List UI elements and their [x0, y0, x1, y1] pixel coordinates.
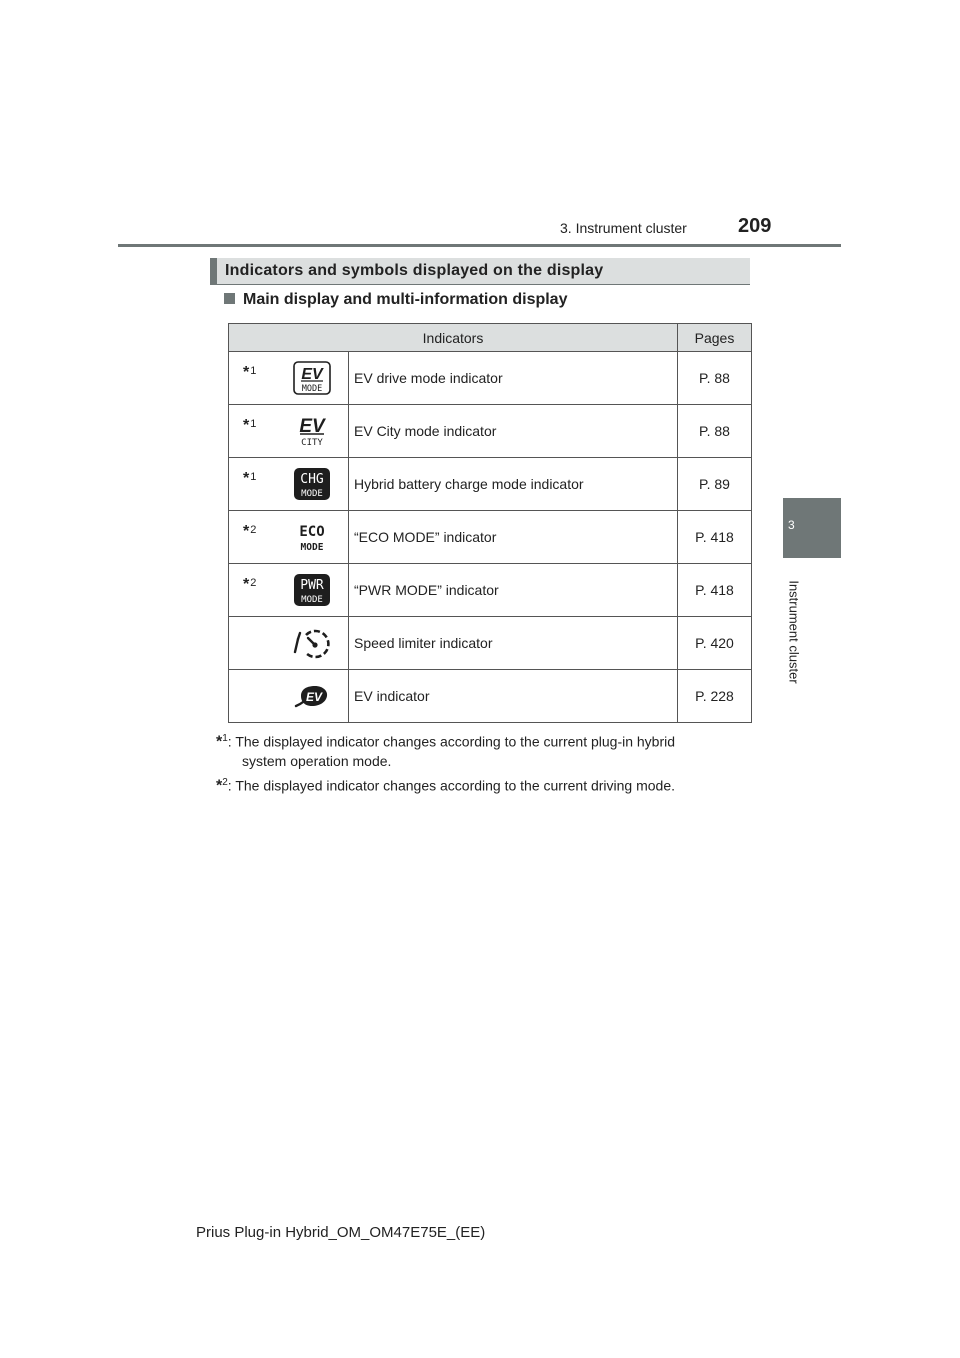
chapter-side-label: [781, 572, 807, 692]
footnote-ref: [229, 405, 277, 458]
description-cell: Hybrid battery charge mode indicator: [349, 458, 678, 511]
table-row: [229, 564, 752, 617]
page-ref-link[interactable]: P. 418: [678, 511, 752, 564]
footnote-text-continued: system operation mode.: [242, 752, 392, 769]
section-header-bar: [210, 258, 750, 284]
ev-indicator-icon: [293, 679, 331, 713]
page-ref-link[interactable]: P. 88: [678, 405, 752, 458]
footnote-ref: [229, 352, 277, 405]
page-ref-link[interactable]: P. 418: [678, 564, 752, 617]
table-row: [229, 458, 752, 511]
footnote-2: [216, 773, 746, 796]
description-cell: EV indicator: [349, 670, 678, 723]
icon-cell: [277, 511, 349, 564]
page-ref-link[interactable]: P. 89: [678, 458, 752, 511]
footnote-ref: [229, 670, 277, 723]
table-row: [229, 405, 752, 458]
icon-text-mode: MODE: [302, 384, 323, 394]
section-underline: [210, 284, 750, 285]
icon-text-ev: EV: [299, 416, 325, 437]
footnote-star: *: [216, 777, 223, 795]
description-cell: “ECO MODE” indicator: [349, 511, 678, 564]
icon-text-ev: EV: [306, 690, 323, 704]
document-footer: Prius Plug-in Hybrid_OM_OM47E75E_(EE): [196, 1224, 486, 1241]
running-header-section: 3. Instrument cluster: [560, 220, 687, 236]
footnote-star: *: [216, 733, 223, 751]
ev-mode-icon: [293, 361, 331, 395]
page-ref-link[interactable]: P. 228: [678, 670, 752, 723]
chapter-number: 3: [788, 518, 795, 532]
chapter-label-text: Instrument cluster: [786, 580, 802, 684]
table-row: [229, 511, 752, 564]
header-indicators: Indicators: [229, 324, 678, 352]
square-bullet-icon: [224, 293, 235, 304]
header-rule: [118, 244, 841, 247]
ref-number: 2: [250, 577, 257, 589]
ref-star: *: [243, 364, 250, 381]
table-row: [229, 670, 752, 723]
section-title: Indicators and symbols displayed on the display: [225, 262, 604, 279]
header-pages: Pages: [678, 324, 752, 352]
description-cell: Speed limiter indicator: [349, 617, 678, 670]
subheading-text: Main display and multi-information display: [243, 291, 568, 308]
table-row: [229, 352, 752, 405]
footnote-ref: [229, 617, 277, 670]
footnote-text: : The displayed indicator changes according to the current plug-in hybrid: [227, 733, 676, 750]
icon-cell: [277, 352, 349, 405]
page-ref-link[interactable]: P. 420: [678, 617, 752, 670]
pwr-mode-icon: [293, 573, 331, 607]
icon-cell: [277, 670, 349, 723]
ev-city-icon: [293, 414, 331, 448]
table-header-row: [229, 324, 752, 352]
footnote-1: [216, 729, 746, 771]
icon-text-eco: ECO: [299, 524, 325, 540]
ref-number: 1: [250, 365, 257, 377]
footnote-ref: [229, 511, 277, 564]
description-cell: “PWR MODE” indicator: [349, 564, 678, 617]
icon-text-ev: EV: [301, 366, 323, 383]
page-number: 209: [738, 215, 772, 237]
icon-text-city: CITY: [301, 438, 324, 448]
footnote-text: : The displayed indicator changes according to the current driving mode.: [227, 777, 676, 794]
icon-text-pwr: PWR: [300, 578, 324, 593]
page-ref-link[interactable]: P. 88: [678, 352, 752, 405]
icon-text-mode: MODE: [301, 489, 324, 499]
icon-cell: [277, 564, 349, 617]
icon-cell: [277, 458, 349, 511]
footnote-ref: [229, 458, 277, 511]
ref-star: *: [243, 576, 250, 593]
eco-mode-icon: [293, 520, 331, 554]
indicators-table: [228, 323, 752, 723]
footnote-number: 1: [222, 733, 228, 744]
ref-star: *: [243, 470, 250, 487]
table-row: [229, 617, 752, 670]
icon-text-chg: CHG: [300, 472, 324, 487]
subheading: [224, 291, 567, 309]
icon-cell: [277, 405, 349, 458]
footnote-number: 2: [222, 777, 228, 788]
chapter-tab[interactable]: [783, 498, 841, 558]
ref-number: 2: [250, 524, 257, 536]
speed-limiter-icon: [293, 626, 331, 660]
description-cell: EV City mode indicator: [349, 405, 678, 458]
description-cell: EV drive mode indicator: [349, 352, 678, 405]
icon-text-mode: MODE: [301, 595, 324, 605]
footnote-ref: [229, 564, 277, 617]
ref-star: *: [243, 417, 250, 434]
chg-mode-icon: [293, 467, 331, 501]
icon-cell: [277, 617, 349, 670]
icon-text-mode: MODE: [300, 542, 324, 553]
ref-star: *: [243, 523, 250, 540]
ref-number: 1: [250, 471, 257, 483]
ref-number: 1: [250, 418, 257, 430]
